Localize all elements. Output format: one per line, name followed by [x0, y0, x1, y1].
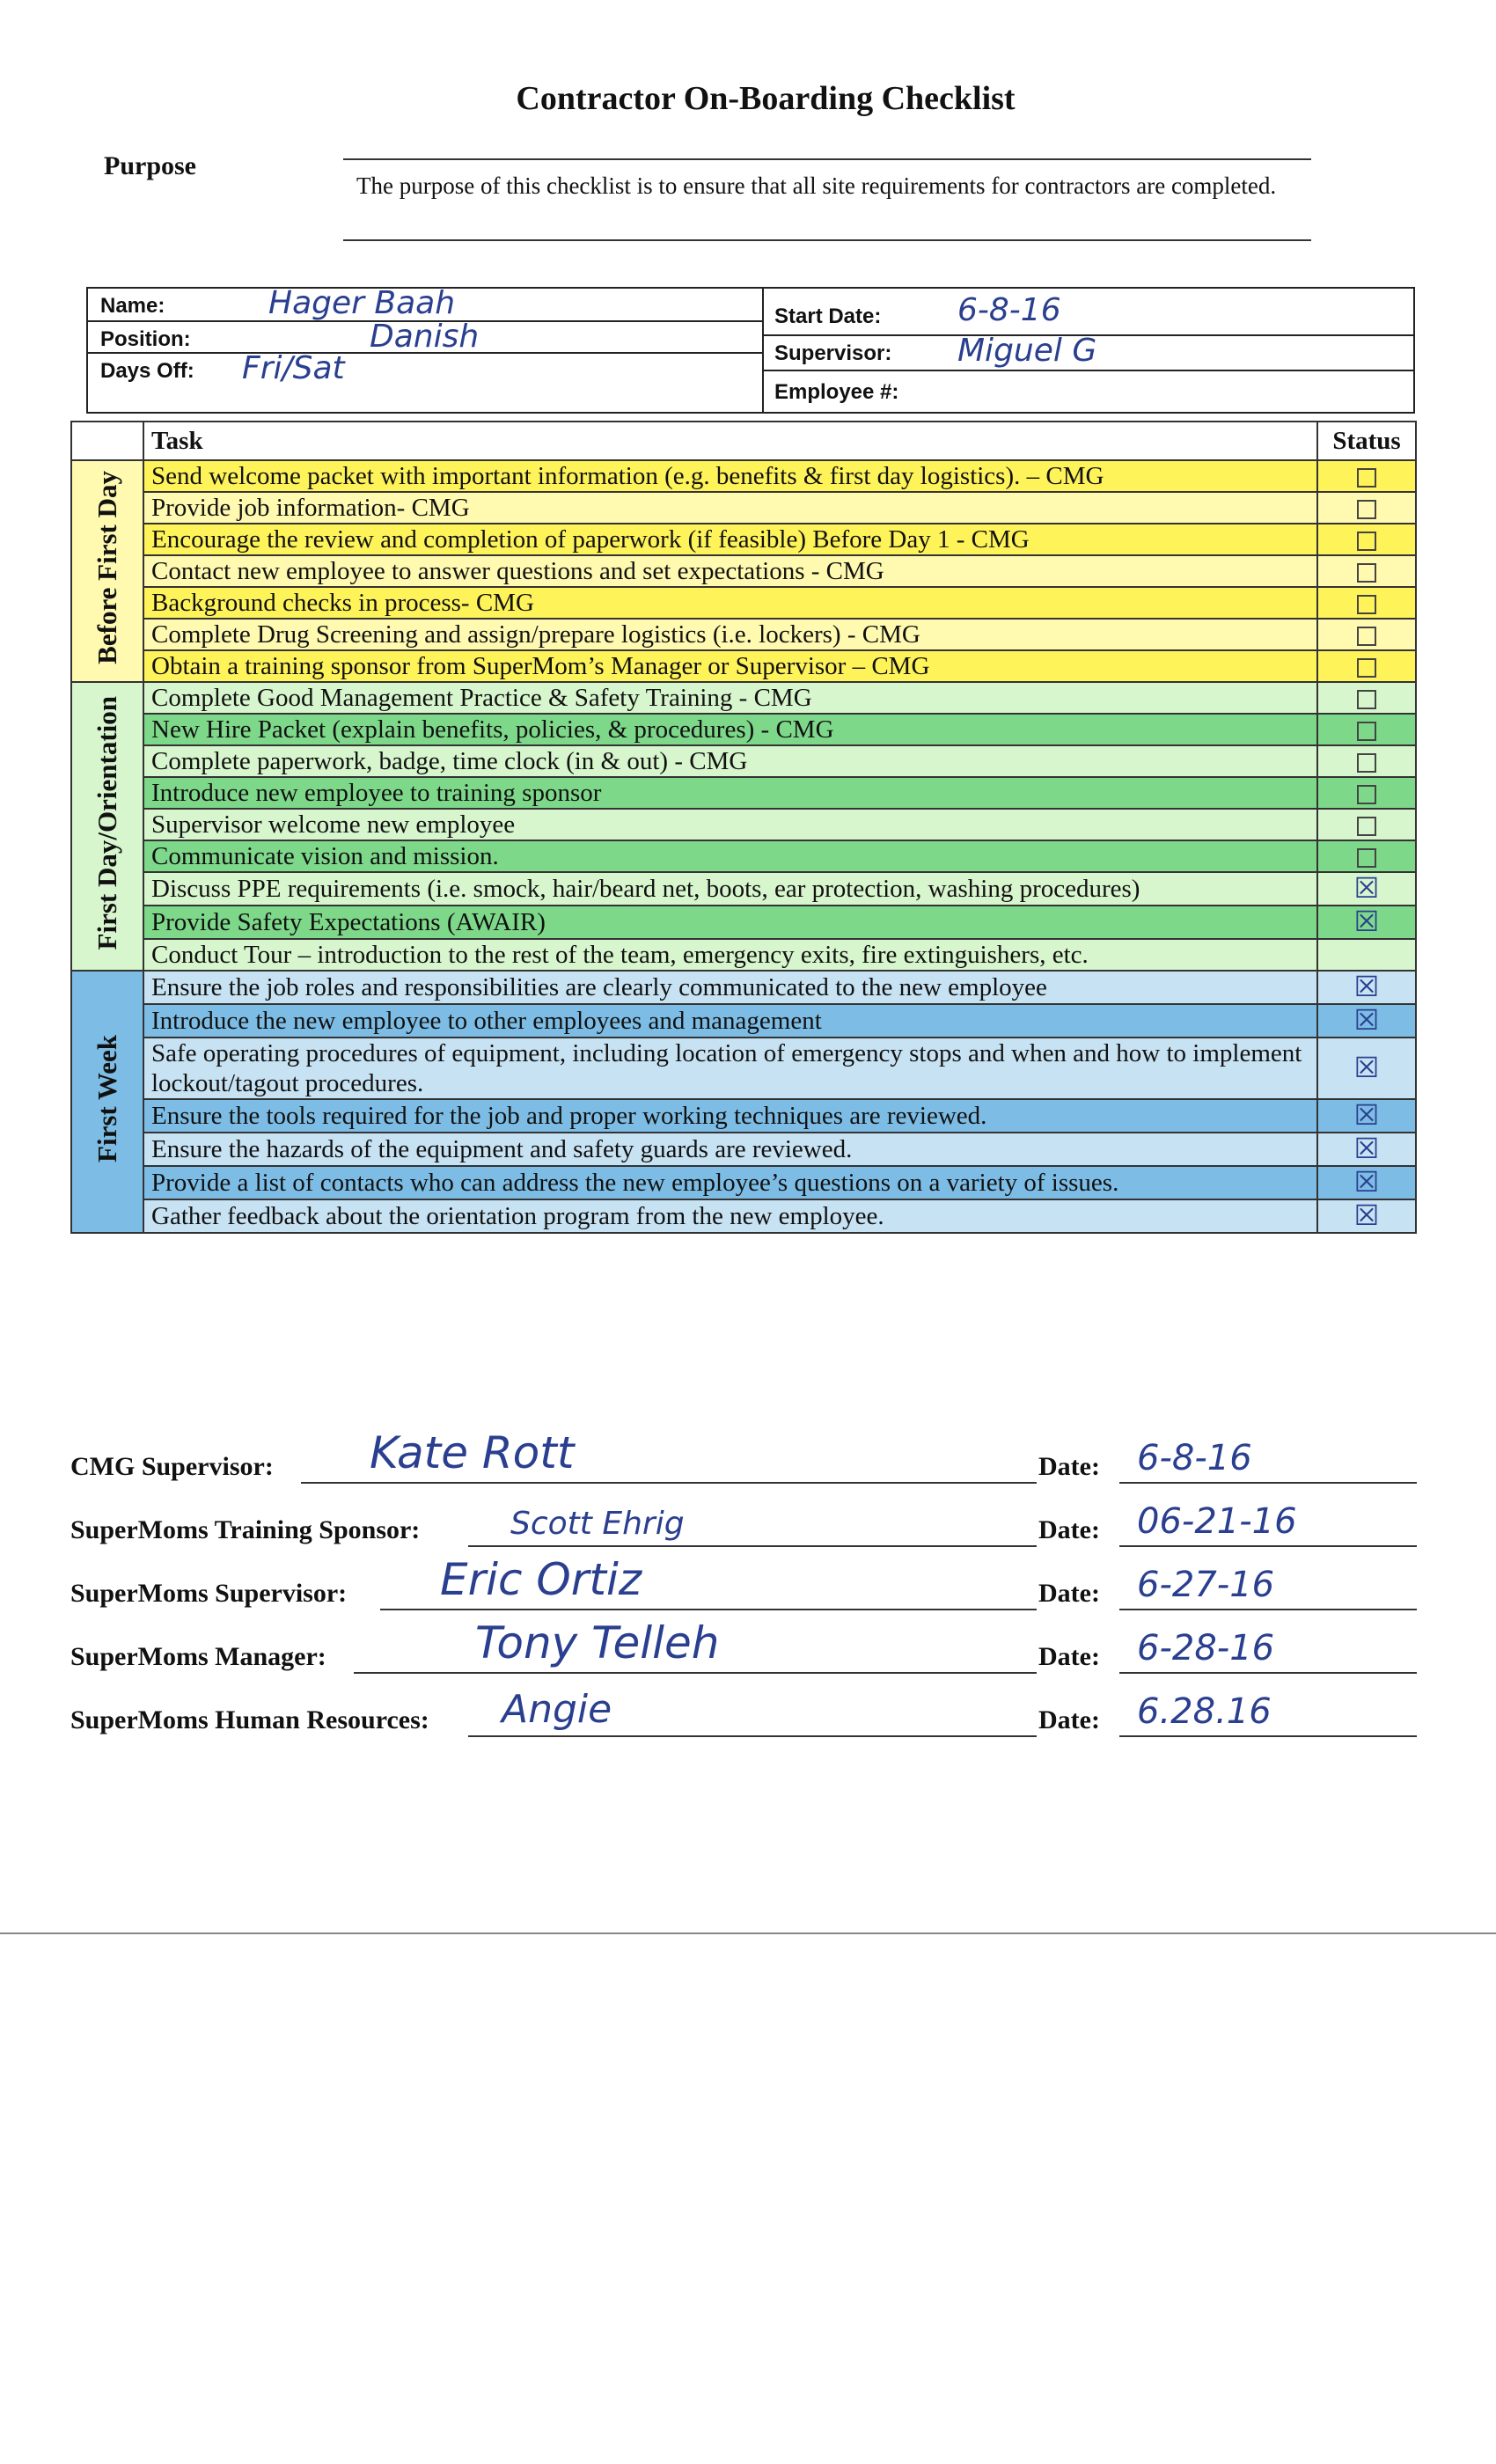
status-checkbox[interactable]: [1357, 848, 1376, 868]
task-row: [71, 650, 1416, 682]
date-line[interactable]: [1119, 1672, 1417, 1674]
task-row: [71, 1133, 1416, 1166]
check-mark-icon[interactable]: ☒: [1353, 1003, 1380, 1037]
check-mark-icon[interactable]: ☒: [1353, 1199, 1380, 1232]
document-title: Contractor On-Boarding Checklist: [516, 80, 1016, 117]
task-row: [71, 840, 1416, 872]
task-row: [71, 460, 1416, 492]
employee-number-row: [764, 370, 1415, 404]
status-cell: [1317, 555, 1416, 587]
date-label: Date:: [1038, 1515, 1100, 1544]
task-text: Supervisor welcome new employee: [143, 809, 1317, 840]
task-text: Send welcome packet with important information (e.g. benefits & first day logistics). – CMG: [143, 460, 1317, 492]
signature-row-human-resources: [70, 1688, 1417, 1741]
days-off-label: Days Off:: [100, 359, 194, 383]
task-text: Complete Drug Screening and assign/prepare logistics (i.e. lockers) - CMG: [143, 619, 1317, 650]
task-text: Complete paperwork, badge, time clock (in & out) - CMG: [143, 745, 1317, 777]
signature-row-training-sponsor: [70, 1498, 1417, 1551]
check-mark-icon[interactable]: ☒: [1353, 1165, 1380, 1199]
name-value[interactable]: Hager Baah: [268, 285, 456, 321]
task-text: Gather feedback about the orientation program from the new employee.: [143, 1199, 1317, 1233]
status-cell: [1317, 650, 1416, 682]
task-text: New Hire Packet (explain benefits, policies, & procedures) - CMG: [143, 714, 1317, 745]
date-label: Date:: [1038, 1642, 1100, 1671]
status-cell: [1317, 971, 1416, 1004]
signature-value: Scott Ehrig: [510, 1506, 685, 1542]
signature-line[interactable]: [380, 1609, 1037, 1610]
status-cell: [1317, 1199, 1416, 1233]
status-cell: [1317, 745, 1416, 777]
date-line[interactable]: [1119, 1609, 1417, 1610]
task-text: Provide Safety Expectations (AWAIR): [143, 906, 1317, 939]
task-row: [71, 492, 1416, 524]
signature-line[interactable]: [468, 1545, 1037, 1547]
status-cell: [1317, 1038, 1416, 1099]
status-cell: [1317, 714, 1416, 745]
check-mark-icon[interactable]: ☒: [1353, 1132, 1380, 1165]
task-row: [71, 714, 1416, 745]
date-line[interactable]: [1119, 1735, 1417, 1737]
task-row: [71, 1099, 1416, 1133]
name-row: [88, 285, 762, 321]
purpose-top-rule: [343, 158, 1311, 160]
status-cell: [1317, 906, 1416, 939]
task-text: Provide job information- CMG: [143, 492, 1317, 524]
status-cell: [1317, 1166, 1416, 1199]
position-row: [88, 319, 762, 355]
position-label: Position:: [100, 327, 191, 351]
task-text: Discuss PPE requirements (i.e. smock, hair/beard net, boots, ear protection, washing procedures): [143, 872, 1317, 906]
check-mark-icon[interactable]: ☒: [1353, 970, 1380, 1003]
status-cell: [1317, 1133, 1416, 1166]
date-line[interactable]: [1119, 1482, 1417, 1484]
date-label: Date:: [1038, 1452, 1100, 1481]
task-row: [71, 971, 1416, 1004]
date-value: 6-8-16: [1137, 1438, 1252, 1478]
task-text: Ensure the hazards of the equipment and safety guards are reviewed.: [143, 1133, 1317, 1166]
status-cell: [1317, 809, 1416, 840]
status-cell: [1317, 1004, 1416, 1038]
checklist-header-row: [71, 422, 1416, 460]
task-text: Provide a list of contacts who can address the new employee’s questions on a variety of issues.: [143, 1166, 1317, 1199]
task-text: Obtain a training sponsor from SuperMom’s Manager or Supervisor – CMG: [143, 650, 1317, 682]
task-text: Complete Good Management Practice & Safety Training - CMG: [143, 682, 1317, 714]
status-cell: [1317, 492, 1416, 524]
status-header: Status: [1317, 422, 1416, 460]
task-row: [71, 1199, 1416, 1233]
task-row: [71, 1038, 1416, 1099]
task-text: Communicate vision and mission.: [143, 840, 1317, 872]
section-label: Before First Day: [71, 460, 143, 682]
status-checkbox[interactable]: [1357, 595, 1376, 614]
signature-label: SuperMoms Training Sponsor:: [70, 1515, 421, 1544]
task-text: Contact new employee to answer questions and set expectations - CMG: [143, 555, 1317, 587]
signature-row-manager: [70, 1617, 1417, 1677]
task-row: [71, 524, 1416, 555]
signature-row-cmg-supervisor: [70, 1427, 1417, 1487]
status-checkbox[interactable]: [1357, 753, 1376, 773]
signature-value: Eric Ortiz: [440, 1554, 642, 1605]
task-text: Ensure the job roles and responsibilities are clearly communicated to the new employee: [143, 971, 1317, 1004]
task-row: [71, 619, 1416, 650]
section-header-blank: [71, 422, 143, 460]
task-text: Encourage the review and completion of paperwork (if feasible) Before Day 1 - CMG: [143, 524, 1317, 555]
name-label: Name:: [100, 294, 165, 318]
status-cell: [1317, 682, 1416, 714]
status-checkbox[interactable]: [1357, 690, 1376, 709]
supervisor-value[interactable]: Miguel G: [957, 333, 1097, 369]
task-row: [71, 809, 1416, 840]
section-label: First Week: [71, 971, 143, 1233]
date-value: 06-21-16: [1137, 1501, 1297, 1542]
date-value: 6-28-16: [1137, 1628, 1275, 1668]
task-row: [71, 1166, 1416, 1199]
check-mark-icon[interactable]: ☒: [1353, 871, 1380, 905]
employee-number-label: Employee #:: [774, 380, 899, 404]
purpose-bottom-rule: [343, 239, 1311, 241]
status-checkbox[interactable]: [1357, 817, 1376, 836]
task-row: [71, 872, 1416, 906]
status-cell: [1317, 840, 1416, 872]
signature-label: SuperMoms Human Resources:: [70, 1705, 429, 1734]
signature-value: Kate Rott: [370, 1427, 575, 1478]
signature-value: Tony Telleh: [475, 1617, 720, 1668]
status-cell: [1317, 619, 1416, 650]
task-row: [71, 777, 1416, 809]
task-row: [71, 745, 1416, 777]
supervisor-row: [764, 333, 1415, 369]
status-cell: [1317, 777, 1416, 809]
date-value: 6-27-16: [1137, 1565, 1275, 1605]
page-bottom-rule: [0, 1932, 1496, 1934]
check-mark-icon[interactable]: ☒: [1353, 1098, 1380, 1132]
status-checkbox[interactable]: [1357, 500, 1376, 519]
position-value[interactable]: Danish: [370, 319, 480, 355]
start-date-label: Start Date:: [774, 304, 882, 328]
section-label: First Day/Orientation: [71, 682, 143, 971]
check-mark-icon[interactable]: ☒: [1353, 1051, 1380, 1084]
purpose-label: Purpose: [104, 151, 196, 180]
status-checkbox[interactable]: [1357, 627, 1376, 646]
checklist-table: [70, 421, 1417, 1234]
task-row: [71, 682, 1416, 714]
task-text: Introduce new employee to training sponsor: [143, 777, 1317, 809]
signature-label: CMG Supervisor:: [70, 1452, 274, 1481]
signature-line[interactable]: [354, 1672, 1037, 1674]
task-text: Conduct Tour – introduction to the rest of the team, emergency exits, fire extinguishers, etc.: [143, 939, 1317, 971]
status-cell: [1317, 872, 1416, 906]
signature-label: SuperMoms Manager:: [70, 1642, 326, 1671]
status-checkbox[interactable]: [1357, 532, 1376, 551]
status-checkbox[interactable]: [1357, 563, 1376, 583]
start-date-value[interactable]: 6-8-16: [957, 292, 1061, 328]
signature-line[interactable]: [468, 1735, 1037, 1737]
days-off-value[interactable]: Fri/Sat: [242, 350, 345, 386]
date-line[interactable]: [1119, 1545, 1417, 1547]
task-row: [71, 555, 1416, 587]
task-row: [71, 587, 1416, 619]
signature-row-supervisor: [70, 1554, 1417, 1614]
status-cell: [1317, 587, 1416, 619]
status-cell: [1317, 1099, 1416, 1133]
date-value: 6.28.16: [1137, 1691, 1272, 1732]
signature-value: Angie: [502, 1687, 612, 1732]
task-text: Background checks in process- CMG: [143, 587, 1317, 619]
date-label: Date:: [1038, 1705, 1100, 1734]
status-cell: [1317, 460, 1416, 492]
task-row: [71, 939, 1416, 971]
supervisor-label: Supervisor:: [774, 341, 892, 365]
signature-line[interactable]: [301, 1482, 1037, 1484]
signature-label: SuperMoms Supervisor:: [70, 1579, 348, 1608]
status-checkbox[interactable]: [1357, 658, 1376, 678]
task-text: Introduce the new employee to other employees and management: [143, 1004, 1317, 1038]
status-cell: [1317, 524, 1416, 555]
status-cell: [1317, 939, 1416, 971]
status-checkbox[interactable]: [1357, 785, 1376, 804]
date-label: Date:: [1038, 1579, 1100, 1608]
days-off-row: [88, 352, 762, 384]
employee-info-box: [86, 287, 1415, 414]
task-header: Task: [143, 422, 1317, 460]
start-date-row: [764, 289, 1415, 328]
purpose-text: The purpose of this checklist is to ensure that all site requirements for contractors are completed.: [356, 172, 1277, 199]
status-checkbox[interactable]: [1357, 722, 1376, 741]
task-row: [71, 906, 1416, 939]
status-checkbox[interactable]: [1357, 468, 1376, 488]
task-text: Ensure the tools required for the job and proper working techniques are reviewed.: [143, 1099, 1317, 1133]
task-text: Safe operating procedures of equipment, including location of emergency stops and when and how to implement lockout/tagout procedures.: [143, 1038, 1317, 1099]
check-mark-icon[interactable]: ☒: [1353, 905, 1380, 938]
task-row: [71, 1004, 1416, 1038]
